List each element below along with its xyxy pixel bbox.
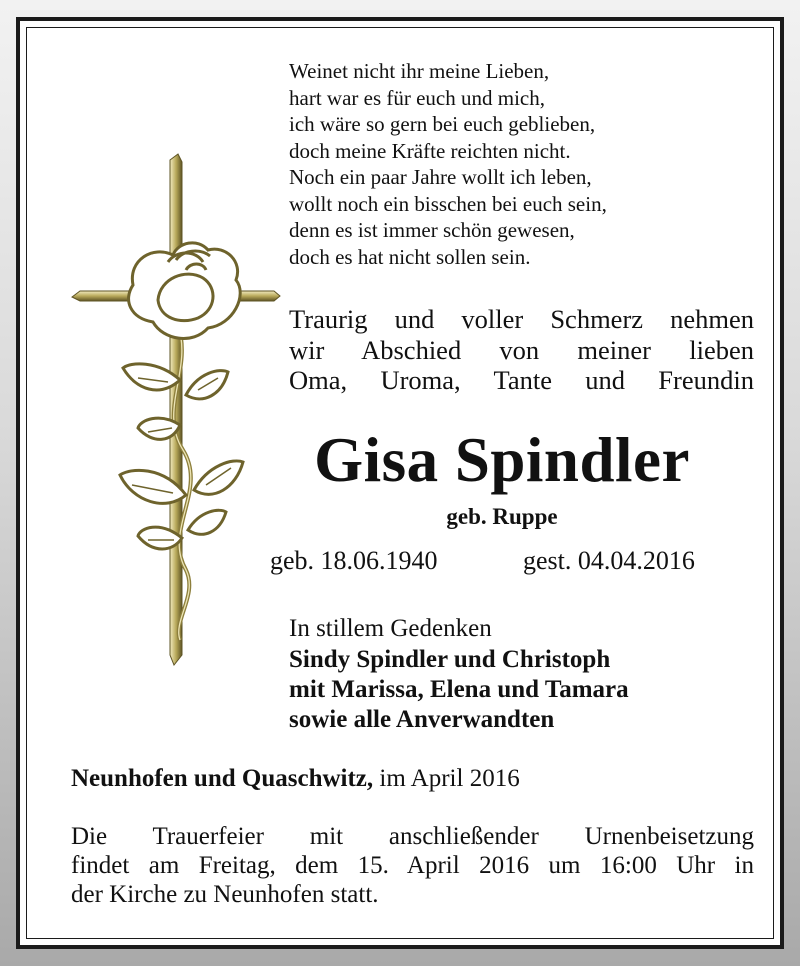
notice-date: im April 2016 bbox=[373, 765, 520, 792]
poem-line: Noch ein paar Jahre wollt ich leben, bbox=[289, 165, 592, 189]
family-list bbox=[289, 645, 629, 735]
funeral-line: Die Trauerfeier mit anschließender Urnenbeisetzung bbox=[71, 823, 754, 850]
poem-line: ich wäre so gern bei euch geblieben, bbox=[289, 112, 596, 136]
poem-line: doch meine Kräfte reichten nicht. bbox=[289, 138, 571, 163]
funeral-line: der Kirche zu Neunhofen statt. bbox=[71, 881, 379, 908]
poem-line: doch es hat nicht sollen sein. bbox=[289, 244, 531, 269]
deceased-name: Gisa Spindler bbox=[314, 425, 690, 495]
intro-text bbox=[289, 304, 754, 396]
funeral-info bbox=[71, 822, 754, 909]
cross-with-rose-icon bbox=[68, 150, 284, 672]
intro-line: wir Abschied von meiner lieben bbox=[289, 334, 754, 365]
poem-line: wollt noch ein bisschen bei euch sein, bbox=[289, 191, 607, 216]
family-line: Sindy Spindler und Christoph bbox=[289, 646, 611, 673]
poem-line: hart war es für euch und mich, bbox=[289, 85, 545, 110]
place-name: Neunhofen und Quaschwitz, bbox=[71, 765, 374, 792]
birth-date: geb. 18.06.1940 bbox=[270, 546, 438, 575]
poem-line: Weinet nicht ihr meine Lieben, bbox=[289, 59, 550, 83]
place-date-line bbox=[71, 764, 520, 794]
family-line: mit Marissa, Elena und Tamara bbox=[289, 676, 629, 703]
memory-line: In stillem Gedenken bbox=[289, 615, 492, 642]
poem-line: denn es ist immer schön gewesen, bbox=[289, 218, 575, 242]
maiden-name: geb. Ruppe bbox=[446, 504, 558, 529]
poem bbox=[289, 58, 607, 270]
funeral-line: findet am Freitag, dem 15. April 2016 um 16:00 Uhr in bbox=[71, 852, 754, 879]
family-line: sowie alle Anverwandten bbox=[289, 706, 555, 733]
intro-line: Oma, Uroma, Tante und Freundin bbox=[289, 365, 754, 395]
death-date: gest. 04.04.2016 bbox=[523, 546, 695, 575]
intro-line: Traurig und voller Schmerz nehmen bbox=[289, 304, 754, 334]
